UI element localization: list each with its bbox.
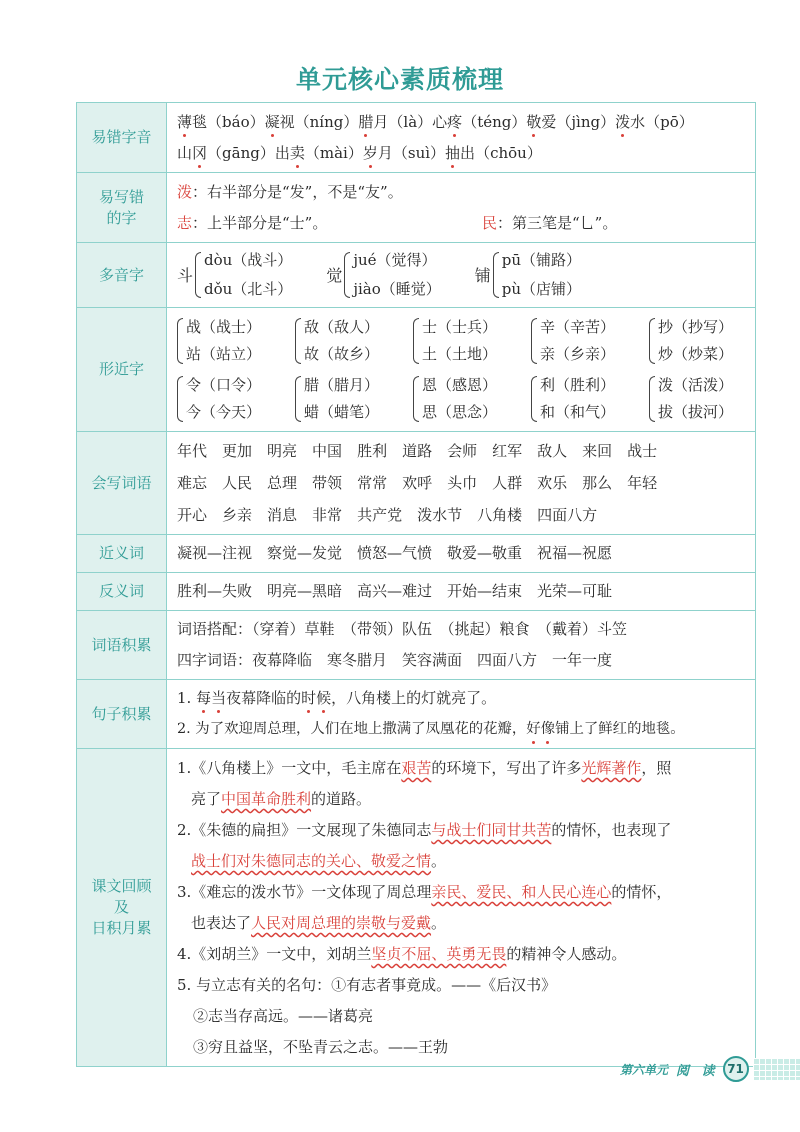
word-accumulation-content: [167, 611, 756, 680]
collocation-line: 词语搭配：（穿着）草鞋 （带领）队伍 （挑起）粮食 （戴着）斗笠: [177, 620, 628, 638]
text: 的精神令人感动。: [506, 945, 627, 963]
brace-icon: [531, 376, 537, 422]
pinyin: （pō）: [645, 112, 694, 131]
word: 那么: [582, 474, 613, 492]
pair-lines: [658, 372, 733, 426]
reading: pù（店铺）: [501, 280, 582, 298]
similar-char-pair: [413, 372, 531, 426]
brace-icon: [295, 376, 301, 422]
similar-char-pair: [649, 372, 767, 426]
pinyin: （suì）: [392, 143, 446, 162]
pair-item: 今（今天）: [186, 402, 262, 421]
pair-lines: [186, 314, 261, 368]
footer-unit: 第六单元: [620, 1062, 669, 1077]
key-phrase: 与战士们同甘共苦: [431, 821, 552, 839]
similar-chars-content: [167, 308, 756, 432]
pronunciation-content: [167, 103, 756, 173]
char: 毯: [192, 112, 208, 131]
highlight-char: 民: [482, 213, 498, 232]
row-antonyms: [77, 573, 756, 611]
miswritten-item-1: [177, 177, 747, 208]
word: 人群: [492, 474, 523, 492]
pair-lines: [186, 372, 261, 426]
synonyms-text: 凝视—注视 察觉—发觉 愤怒—气愤 敬爱—敬重 祝福—祝愿: [167, 535, 756, 573]
review-1-line-1: [177, 753, 747, 784]
key-phrase: 光辉著作: [581, 759, 642, 777]
pronunciation-word: [432, 113, 462, 131]
brace-icon: [413, 318, 419, 364]
brace-icon: [295, 318, 301, 364]
char: 心: [432, 112, 448, 131]
text: 。: [431, 852, 447, 870]
brace-icon: [195, 252, 201, 298]
word: 明亮: [267, 442, 298, 460]
similar-char-pair: [295, 314, 413, 368]
word: 头巾: [447, 474, 478, 492]
pair-item: 炒（炒菜）: [658, 344, 734, 363]
row-synonyms: [77, 535, 756, 573]
review-3-line-2: [177, 908, 747, 939]
pair-item: 辛（辛苦）: [540, 317, 616, 336]
word: 常常: [357, 474, 388, 492]
pronunciation-word: [265, 113, 295, 131]
row-error-prone-pronunciation: [77, 103, 756, 173]
label-writing-words: 会写词语: [77, 432, 167, 535]
word: 共产党: [357, 506, 403, 524]
sentence-content: [167, 680, 756, 749]
pair-item: 泼（活泼）: [658, 375, 734, 394]
word: 欢乐: [537, 474, 568, 492]
similar-char-pair: [531, 314, 649, 368]
label-line: 的字: [106, 208, 137, 227]
polyphonic-content: [167, 243, 756, 308]
item-text: ：右半部分是“发”，不是“友”。: [192, 182, 403, 201]
char: 抽: [445, 138, 460, 169]
pinyin: （níng）: [294, 112, 359, 131]
text: ，照: [641, 759, 672, 777]
highlight-char: 志: [177, 213, 193, 232]
word: 战士: [627, 442, 658, 460]
polyphone-readings: [353, 246, 440, 304]
row-sentence-accumulation: [77, 680, 756, 749]
label-line: 日积月累: [91, 919, 152, 937]
page-title: 单元核心素质梳理: [295, 65, 504, 94]
pair-item: 故（故乡）: [304, 344, 380, 363]
review-1-line-2: [177, 784, 747, 815]
brace-icon: [531, 318, 537, 364]
char: 腊: [358, 107, 373, 138]
char: 冈: [192, 138, 207, 169]
pinyin: （gāng）: [207, 143, 275, 162]
reading: jiào（睡觉）: [353, 280, 441, 298]
row-easy-miswritten: [77, 173, 756, 243]
polyphonic-groups: [177, 246, 747, 304]
text: 的情怀，: [611, 883, 672, 901]
label-line: 课文回顾: [91, 877, 152, 895]
label-synonyms: 近义词: [77, 535, 167, 573]
row-word-accumulation: [77, 611, 756, 680]
word: 开心: [177, 506, 208, 524]
reading: pū（铺路）: [501, 251, 582, 269]
char: 爱: [541, 112, 557, 131]
pair-item: 敌（敌人）: [304, 317, 380, 336]
similar-char-pair: [295, 372, 413, 426]
text: 2.《朱德的扁担》一文展现了朱德同志: [177, 821, 432, 839]
word-row: [177, 435, 747, 467]
char: 月: [373, 112, 389, 131]
text: 亮了: [191, 790, 222, 808]
word: 泼水节: [417, 506, 463, 524]
text: 夜幕降临的: [226, 689, 302, 707]
sentence-2: [177, 714, 753, 745]
antonyms-text: 胜利—失败 明亮—黑暗 高兴—难过 开始—结束 光荣—可耻: [167, 573, 756, 611]
item-text: ：上半部分是“士”。: [192, 213, 328, 232]
char: 时: [301, 683, 316, 714]
review-5-line-2: ②志当存高远。——诸葛亮: [193, 1007, 374, 1025]
pair-lines: [658, 314, 733, 368]
row-polyphonic: [77, 243, 756, 308]
pair-lines: [422, 314, 497, 368]
word: 非常: [312, 506, 343, 524]
char: 岁: [363, 138, 378, 169]
polyphone-group: [326, 246, 440, 304]
pair-item: 令（口令）: [186, 375, 262, 394]
word: 道路: [402, 442, 433, 460]
miswritten-item-2: [177, 208, 482, 239]
pair-item: 土（土地）: [422, 344, 498, 363]
review-5-line-1: 5. 与立志有关的名句：①有志者事竟成。——《后汉书》: [177, 976, 557, 994]
row-text-review: [77, 749, 756, 1067]
footer-section: 阅 读: [676, 1063, 719, 1079]
pair-item: 拔（拔河）: [658, 402, 734, 421]
brace-icon: [649, 376, 655, 422]
polyphone-group: [177, 246, 292, 304]
review-2-line-1: [177, 815, 747, 846]
char: 视: [279, 112, 295, 131]
word-row: [177, 499, 747, 531]
brace-icon: [649, 318, 655, 364]
pair-item: 恩（感恩）: [422, 375, 498, 394]
char: 好: [526, 714, 540, 745]
row-similar-chars: [77, 308, 756, 432]
label-error-prone-pronunciation: 易错字音: [77, 103, 167, 173]
review-3-line-1: [177, 877, 747, 908]
brace-icon: [344, 252, 350, 298]
word: 带领: [312, 474, 343, 492]
reading: jué（觉得）: [353, 251, 437, 269]
pair-item: 腊（腊月）: [304, 375, 380, 394]
brace-icon: [413, 376, 419, 422]
polyphone-group: [475, 246, 581, 304]
dotted-text: [301, 689, 331, 707]
char: 薄: [177, 107, 192, 138]
word: 乡亲: [222, 506, 253, 524]
key-phrase: 中国革命胜利: [221, 790, 312, 808]
char: 疼: [447, 107, 462, 138]
text: 的环境下，写出了许多: [431, 759, 582, 777]
review-5-line-3: ③穷且益坚，不坠青云之志。——王勃: [193, 1038, 449, 1056]
label-word-accumulation: 词语积累: [77, 611, 167, 680]
pair-item: 蜡（蜡笔）: [304, 402, 380, 421]
similar-char-pair: [531, 372, 649, 426]
char: 卖: [290, 138, 305, 169]
pair-item: 思（思念）: [422, 402, 498, 421]
word-row: [177, 467, 747, 499]
pronunciation-word: [275, 144, 305, 162]
word: 中国: [312, 442, 343, 460]
polyphone-char: 觉: [326, 265, 343, 285]
text: 2. 为了欢迎周总理，人们在地上撒满了凤凰花的花瓣，: [177, 721, 527, 737]
char: 敬: [526, 107, 541, 138]
dotted-text: [526, 721, 555, 737]
text: 。: [431, 914, 447, 932]
text: 1.《八角楼上》一文中，毛主席在: [177, 759, 402, 777]
word: 四面八方: [537, 506, 598, 524]
row-writing-words: [77, 432, 756, 535]
polyphone-readings: [204, 246, 292, 304]
word: 胜利: [357, 442, 388, 460]
similar-char-pair: [413, 314, 531, 368]
pair-item: 亲（乡亲）: [540, 344, 616, 363]
char: 月: [377, 143, 393, 162]
label-line: 易写错: [98, 187, 144, 206]
pair-item: 和（和气）: [540, 402, 616, 421]
page-footer: [620, 1056, 800, 1082]
pronunciation-word: [526, 113, 556, 131]
review-2-line-2: [177, 846, 747, 877]
char: 当: [211, 683, 226, 714]
word: 难忘: [177, 474, 208, 492]
review-4: [177, 939, 747, 970]
pronunciation-word: [177, 144, 207, 162]
word: 红军: [492, 442, 523, 460]
pinyin: （là）: [388, 112, 433, 131]
pair-item: 战（战士）: [186, 317, 262, 336]
brace-icon: [177, 318, 183, 364]
word: 总理: [267, 474, 298, 492]
word: 会师: [447, 442, 478, 460]
label-similar-chars: 形近字: [77, 308, 167, 432]
similar-char-pair: [649, 314, 767, 368]
sentence-1: [177, 683, 753, 714]
word: 敌人: [537, 442, 568, 460]
pair-lines: [540, 314, 615, 368]
reading: dòu（战斗）: [204, 251, 293, 269]
pinyin: （chōu）: [475, 143, 542, 162]
brace-icon: [493, 252, 499, 298]
word: 年代: [177, 442, 208, 460]
key-phrase: 亲民、爱民、和人民心连心: [431, 883, 612, 901]
pronunciation-line-1: [177, 107, 747, 138]
pronunciation-word: [358, 113, 388, 131]
four-char-words-line: 四字词语：夜幕降临 寒冬腊月 笑容满面 四面八方 一年一度: [177, 651, 613, 669]
char: 像: [541, 714, 555, 745]
similar-char-pair: [177, 314, 295, 368]
char: 每: [196, 683, 211, 714]
key-phrase: 坚贞不屈、英勇无畏: [371, 945, 507, 963]
miswritten-content: [167, 173, 756, 243]
word: 欢呼: [402, 474, 433, 492]
pair-item: 利（胜利）: [540, 375, 616, 394]
label-antonyms: 反义词: [77, 573, 167, 611]
word: 来回: [582, 442, 613, 460]
text: 的情怀，也表现了: [551, 821, 672, 839]
pronunciation-word: [445, 144, 475, 162]
pair-item: 抄（抄写）: [658, 317, 734, 336]
pronunciation-word: [615, 113, 645, 131]
label-text-review: [77, 749, 167, 1067]
brace-icon: [177, 376, 183, 422]
highlight-char: 泼: [177, 182, 193, 201]
pair-lines: [304, 372, 379, 426]
text: 也表达了: [191, 914, 252, 932]
char: 山: [177, 143, 193, 162]
pronunciation-word: [177, 113, 207, 131]
polyphone-char: 斗: [177, 265, 194, 285]
pair-lines: [422, 372, 497, 426]
page-number: 71: [723, 1056, 749, 1082]
label-easy-miswritten: [77, 173, 167, 243]
word: 人民: [222, 474, 253, 492]
dotted-text: [196, 689, 226, 707]
char: 凝: [265, 107, 280, 138]
char: 泼: [615, 107, 630, 138]
polyphone-readings: [502, 246, 581, 304]
pair-item: 站（站立）: [186, 344, 262, 363]
pronunciation-line-2: [177, 138, 747, 169]
text: 铺上了鲜红的地毯。: [555, 721, 685, 737]
char: 出: [460, 143, 476, 162]
label-polyphonic: 多音字: [77, 243, 167, 308]
text: ，八角楼上的灯就亮了。: [331, 689, 497, 707]
item-text: ：第三笔是“乚”。: [497, 213, 618, 232]
footer-decoration: [753, 1058, 800, 1080]
word: 消息: [267, 506, 298, 524]
pair-item: 士（士兵）: [422, 317, 498, 336]
char: 水: [630, 112, 646, 131]
key-phrase: 人民对周总理的崇敬与爱戴: [251, 914, 432, 932]
pinyin: （téng）: [462, 112, 527, 131]
pinyin: （báo）: [207, 112, 265, 131]
reading: dǒu（北斗）: [204, 280, 293, 298]
word: 更加: [222, 442, 253, 460]
text: 3.《难忘的泼水节》一文体现了周总理: [177, 883, 432, 901]
pronunciation-word: [363, 144, 393, 162]
text: 1.: [177, 689, 197, 707]
similar-chars-grid: [177, 312, 747, 428]
miswritten-items-2-3: [177, 208, 747, 239]
writing-words-content: [167, 432, 756, 535]
text: 的道路。: [311, 790, 372, 808]
similar-char-pair: [177, 372, 295, 426]
text-review-content: [167, 749, 756, 1067]
text: 4.《刘胡兰》一文中，刘胡兰: [177, 945, 372, 963]
label-line: 及: [113, 898, 129, 916]
key-phrase: 战士们对朱德同志的关心、敬爱之情: [191, 852, 432, 870]
label-sentence-accumulation: 句子积累: [77, 680, 167, 749]
polyphone-char: 铺: [474, 265, 491, 285]
key-phrase: 艰苦: [401, 759, 432, 777]
word: 年轻: [627, 474, 658, 492]
summary-table: [76, 102, 756, 1067]
pinyin: （mài）: [304, 143, 363, 162]
char: 出: [274, 143, 290, 162]
pair-lines: [540, 372, 615, 426]
pair-lines: [304, 314, 379, 368]
pinyin: （jìng）: [556, 112, 616, 131]
word: 八角楼: [477, 506, 523, 524]
char: 候: [316, 683, 331, 714]
